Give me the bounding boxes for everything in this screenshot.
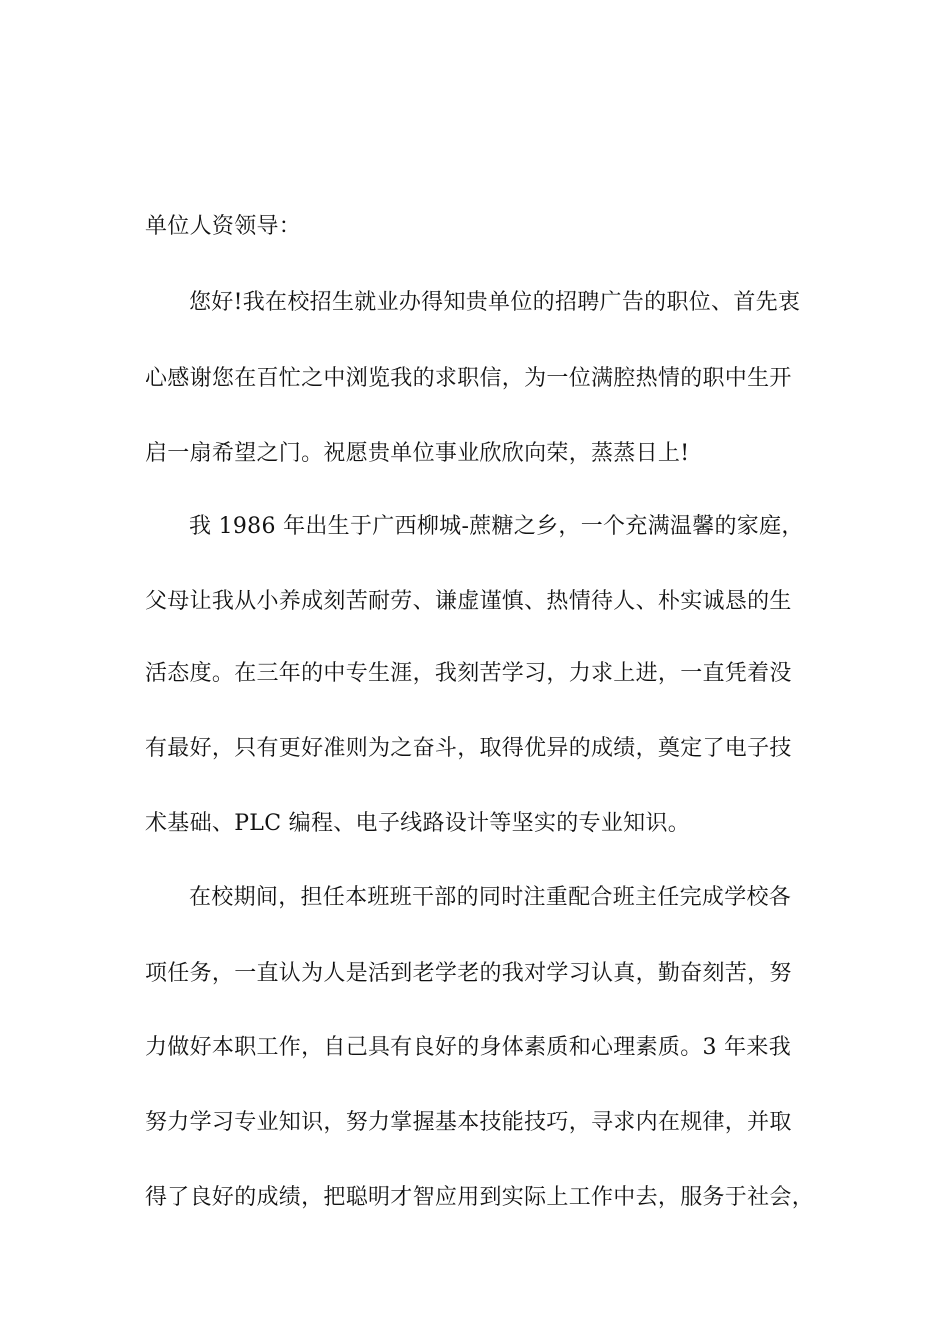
paragraph-3-line-3: 力做好本职工作，自己具有良好的身体素质和心理素质。3 年来我: [145, 1035, 791, 1060]
paragraph-2-line-2: 父母让我从小养成刻苦耐劳、谦虚谨慎、热情待人、朴实诚恳的生: [145, 589, 792, 614]
paragraph-1-line-2: 心感谢您在百忙之中浏览我的求职信，为一位满腔热情的职中生开: [145, 366, 792, 391]
paragraph-2-line-4: 有最好，只有更好准则为之奋斗，取得优异的成绩，奠定了电子技: [145, 736, 792, 761]
paragraph-1-line-1: 您好!我在校招生就业办得知贵单位的招聘广告的职位、首先衷: [189, 290, 801, 315]
paragraph-2-line-3: 活态度。在三年的中专生涯，我刻苦学习，力求上进，一直凭着没: [145, 661, 792, 686]
paragraph-3-line-2: 项任务，一直认为人是活到老学老的我对学习认真，勤奋刻苦，努: [145, 961, 792, 986]
paragraph-3-line-1: 在校期间，担任本班班干部的同时注重配合班主任完成学校各: [189, 885, 792, 910]
salutation: 单位人资领导：: [145, 214, 302, 239]
paragraph-2-line-5: 术基础、PLC 编程、电子线路设计等坚实的专业知识。: [145, 811, 691, 836]
paragraph-2-line-1: 我 1986 年出生于广西柳城-蔗糖之乡，一个充满温馨的家庭，: [189, 514, 804, 539]
paragraph-3-line-4: 努力学习专业知识，努力掌握基本技能技巧，寻求内在规律，并取: [145, 1110, 792, 1135]
paragraph-3-line-5: 得了良好的成绩，把聪明才智应用到实际上工作中去，服务于社会，: [145, 1185, 815, 1210]
paragraph-1-line-3: 启一扇希望之门。祝愿贵单位事业欣欣向荣，蒸蒸日上!: [145, 441, 690, 466]
